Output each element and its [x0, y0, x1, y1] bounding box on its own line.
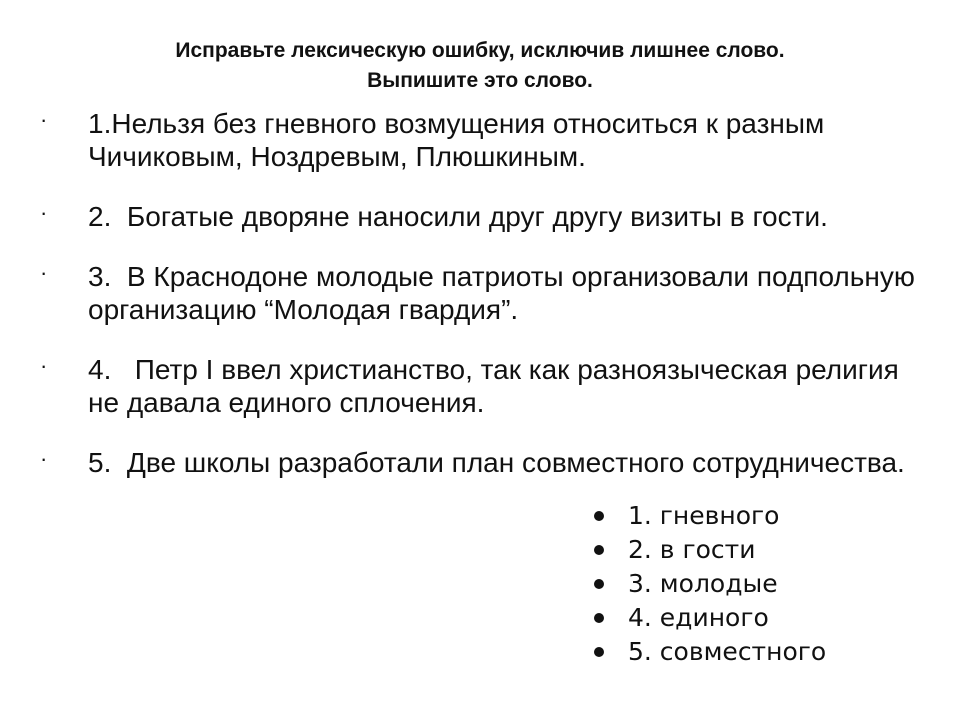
task-item [40, 260, 920, 326]
task-item [40, 200, 920, 233]
task-list [40, 107, 920, 506]
task-text: Две школы разработали план совместного сотрудничества. [126, 447, 905, 478]
title-line-2: Выпишите это слово. [367, 69, 593, 92]
answer-text: 5. совместного [628, 637, 827, 666]
bullet-icon: · [40, 200, 48, 225]
answer-item [590, 635, 890, 669]
answer-item [590, 567, 890, 601]
answer-list [590, 499, 890, 669]
bullet-dot-icon [594, 613, 604, 623]
task-number: 2. [88, 201, 127, 232]
bullet-dot-icon [594, 647, 604, 657]
task-item [40, 353, 920, 419]
answer-text: 1. гневного [628, 501, 780, 530]
task-number: 3. [88, 261, 127, 292]
answer-item [590, 533, 890, 567]
bullet-icon: · [40, 260, 48, 285]
task-number: 5. [88, 447, 127, 478]
answer-text: 2. в гости [628, 535, 756, 564]
task-item [40, 446, 920, 479]
answer-text: 3. молодые [628, 569, 778, 598]
bullet-dot-icon [594, 545, 604, 555]
task-text: В Краснодоне молодые патриоты организовали подпольную организацию “Молодая гвардия”. [88, 261, 915, 325]
answer-item [590, 499, 890, 533]
bullet-icon: · [40, 353, 48, 378]
bullet-dot-icon [594, 511, 604, 521]
task-text: Нельзя без гневного возмущения относиться к разным Чичиковым, Ноздревым, Плюшкиным. [88, 108, 825, 172]
answer-text: 4. единого [628, 603, 769, 632]
task-text: Богатые дворяне наносили друг другу визиты в гости. [126, 201, 828, 232]
title-line-1: Исправьте лексическую ошибку, исключив лишнее слово. [175, 39, 785, 62]
answer-item [590, 601, 890, 635]
task-number: 1. [88, 108, 112, 139]
task-item [40, 107, 920, 173]
task-number: 4. [88, 354, 135, 385]
slide-title [60, 36, 900, 96]
bullet-dot-icon [594, 579, 604, 589]
bullet-icon: · [40, 107, 48, 132]
bullet-icon: · [40, 446, 48, 471]
task-text: Петр I ввел христианство, так как разноязыческая религия не давала единого сплочения. [88, 354, 899, 418]
